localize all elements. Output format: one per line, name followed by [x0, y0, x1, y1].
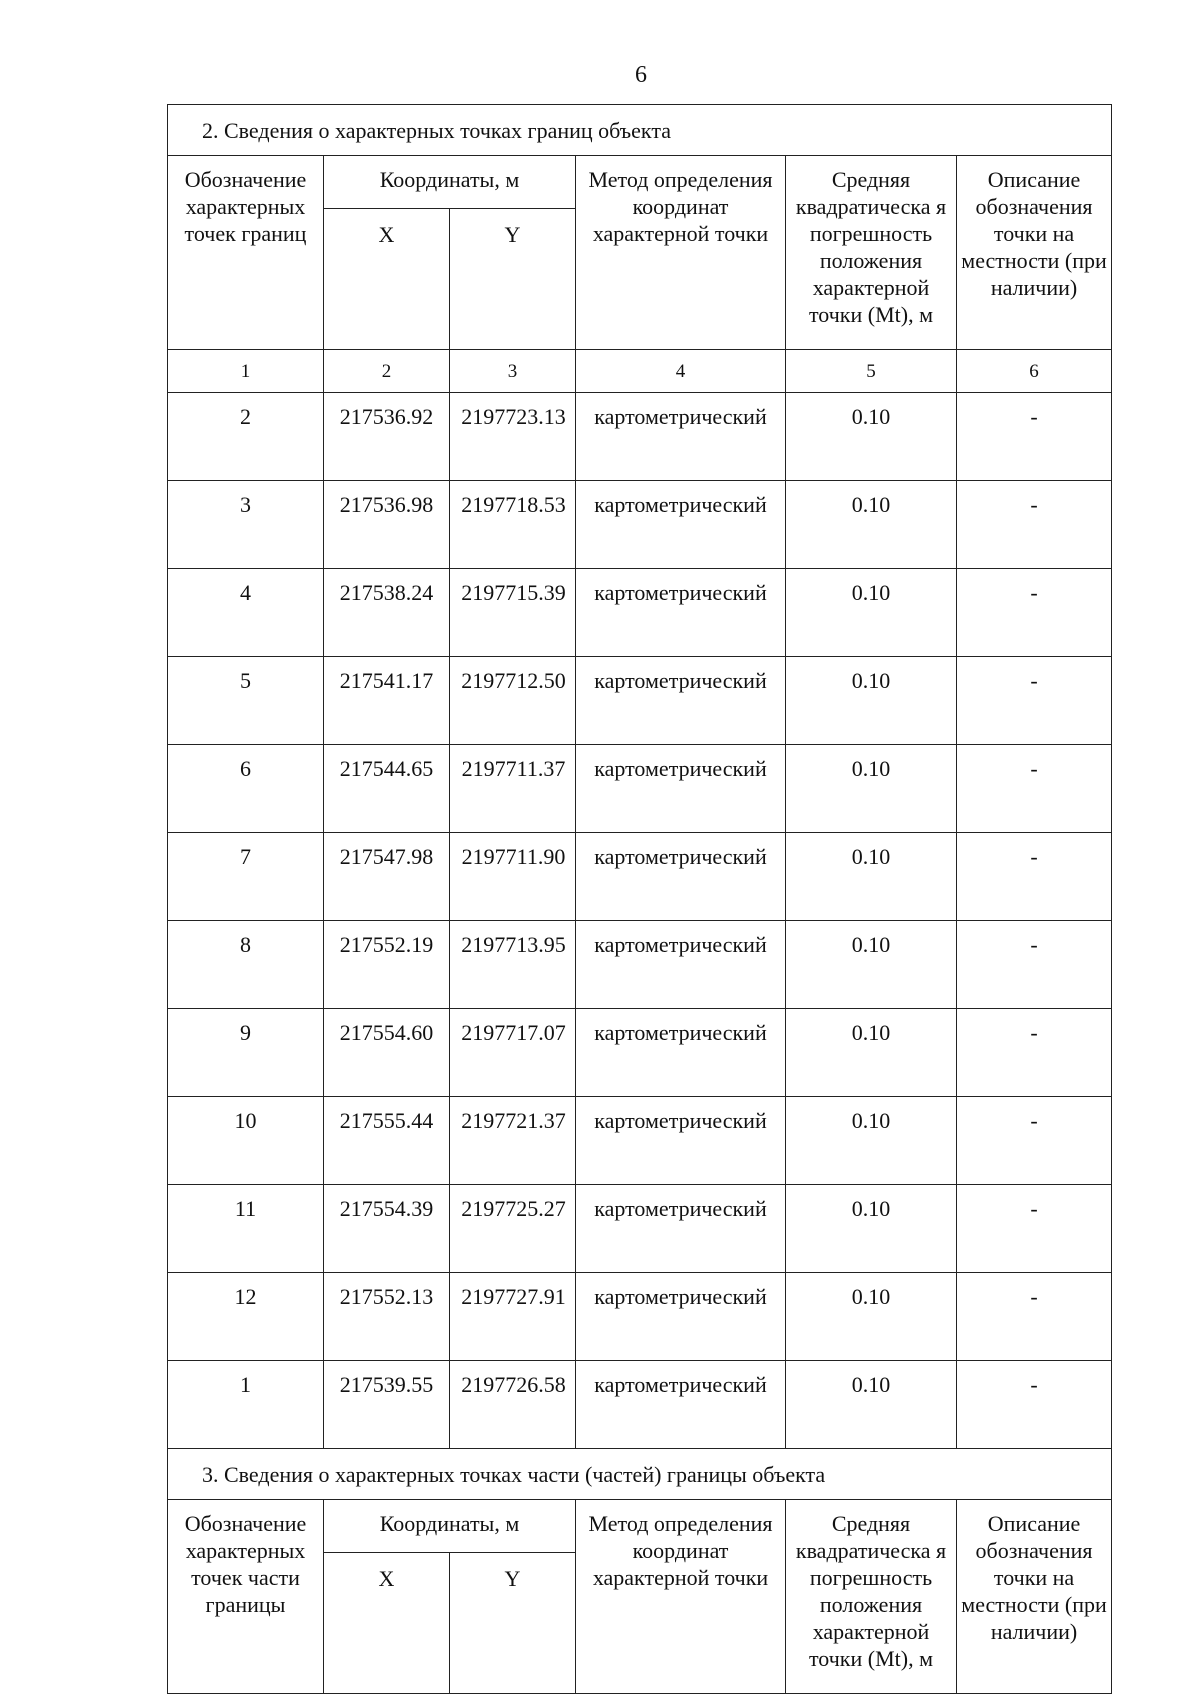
point-cell: 12	[168, 1273, 324, 1361]
x-cell: 217536.98	[324, 481, 450, 569]
description-cell: -	[957, 657, 1112, 745]
column-number-row	[168, 350, 1112, 393]
x-cell: 217539.55	[324, 1361, 450, 1449]
description-cell: -	[957, 1361, 1112, 1449]
y-cell: 2197713.95	[450, 921, 576, 1009]
table-row	[168, 833, 1112, 921]
method-cell: картометрический	[576, 393, 786, 481]
table-row	[168, 1273, 1112, 1361]
error-cell: 0.10	[786, 921, 957, 1009]
error-cell: 0.10	[786, 393, 957, 481]
column-number: 1	[168, 350, 324, 393]
section2-title-row	[168, 105, 1112, 156]
x-cell: 217547.98	[324, 833, 450, 921]
description-header: Описание обозначения точки на местности (при наличии)	[957, 156, 1112, 350]
y-cell: 2197711.37	[450, 745, 576, 833]
y-cell: 2197718.53	[450, 481, 576, 569]
x-header: X	[324, 209, 450, 350]
y-cell: 2197725.27	[450, 1185, 576, 1273]
y-cell: 2197723.13	[450, 393, 576, 481]
coords-header: Координаты, м	[324, 1500, 576, 1553]
point-cell: 8	[168, 921, 324, 1009]
method-cell: картометрический	[576, 1097, 786, 1185]
table-row	[168, 745, 1112, 833]
boundary-points-table	[167, 104, 1112, 1694]
table-row	[168, 1185, 1112, 1273]
error-cell: 0.10	[786, 1009, 957, 1097]
method-cell: картометрический	[576, 921, 786, 1009]
point-cell: 3	[168, 481, 324, 569]
section2-header-row	[168, 156, 1112, 209]
error-cell: 0.10	[786, 1361, 957, 1449]
description-cell: -	[957, 393, 1112, 481]
method-cell: картометрический	[576, 1361, 786, 1449]
x-cell: 217536.92	[324, 393, 450, 481]
method-cell: картометрический	[576, 745, 786, 833]
y-cell: 2197726.58	[450, 1361, 576, 1449]
x-header: X	[324, 1553, 450, 1694]
method-cell: картометрический	[576, 1009, 786, 1097]
description-cell: -	[957, 481, 1112, 569]
description-cell: -	[957, 921, 1112, 1009]
y-cell: 2197711.90	[450, 833, 576, 921]
error-cell: 0.10	[786, 833, 957, 921]
table-row	[168, 657, 1112, 745]
column-number: 5	[786, 350, 957, 393]
table-row	[168, 1097, 1112, 1185]
x-cell: 217538.24	[324, 569, 450, 657]
x-cell: 217554.60	[324, 1009, 450, 1097]
description-cell: -	[957, 569, 1112, 657]
x-cell: 217544.65	[324, 745, 450, 833]
table-row	[168, 921, 1112, 1009]
point-cell: 2	[168, 393, 324, 481]
x-cell: 217541.17	[324, 657, 450, 745]
description-cell: -	[957, 1273, 1112, 1361]
x-cell: 217555.44	[324, 1097, 450, 1185]
column-number: 4	[576, 350, 786, 393]
point-label-header: Обозначение характерных точек границ	[168, 156, 324, 350]
table-row	[168, 481, 1112, 569]
column-number: 2	[324, 350, 450, 393]
page-number: 6	[635, 62, 647, 88]
description-cell: -	[957, 833, 1112, 921]
method-cell: картометрический	[576, 833, 786, 921]
error-cell: 0.10	[786, 1185, 957, 1273]
section3-header-row	[168, 1500, 1112, 1553]
error-cell: 0.10	[786, 481, 957, 569]
method-cell: картометрический	[576, 569, 786, 657]
section3-title: 3. Сведения о характерных точках части (частей) границы объекта	[168, 1449, 1112, 1500]
point-cell: 5	[168, 657, 324, 745]
section2-title: 2. Сведения о характерных точках границ объекта	[168, 105, 1112, 156]
table-row	[168, 1009, 1112, 1097]
method-header: Метод определения координат характерной точки	[576, 156, 786, 350]
table-row	[168, 569, 1112, 657]
error-cell: 0.10	[786, 657, 957, 745]
y-cell: 2197715.39	[450, 569, 576, 657]
point-cell: 11	[168, 1185, 324, 1273]
x-cell: 217552.19	[324, 921, 450, 1009]
y-cell: 2197712.50	[450, 657, 576, 745]
description-header: Описание обозначения точки на местности (при наличии)	[957, 1500, 1112, 1694]
point-label-header: Обозначение характерных точек части границы	[168, 1500, 324, 1694]
method-cell: картометрический	[576, 657, 786, 745]
error-cell: 0.10	[786, 569, 957, 657]
description-cell: -	[957, 1097, 1112, 1185]
description-cell: -	[957, 1009, 1112, 1097]
column-number: 6	[957, 350, 1112, 393]
coords-header: Координаты, м	[324, 156, 576, 209]
y-header: Y	[450, 1553, 576, 1694]
y-cell: 2197721.37	[450, 1097, 576, 1185]
error-cell: 0.10	[786, 1097, 957, 1185]
error-cell: 0.10	[786, 745, 957, 833]
point-cell: 10	[168, 1097, 324, 1185]
error-header: Средняя квадратическа я погрешность положения характерной точки (Mt), м	[786, 156, 957, 350]
x-cell: 217552.13	[324, 1273, 450, 1361]
error-header: Средняя квадратическа я погрешность положения характерной точки (Mt), м	[786, 1500, 957, 1694]
method-cell: картометрический	[576, 481, 786, 569]
point-cell: 1	[168, 1361, 324, 1449]
table-row	[168, 393, 1112, 481]
table-row	[168, 1361, 1112, 1449]
section3-title-row	[168, 1449, 1112, 1500]
y-cell: 2197727.91	[450, 1273, 576, 1361]
method-cell: картометрический	[576, 1185, 786, 1273]
point-cell: 7	[168, 833, 324, 921]
y-cell: 2197717.07	[450, 1009, 576, 1097]
point-cell: 6	[168, 745, 324, 833]
y-header: Y	[450, 209, 576, 350]
method-header: Метод определения координат характерной точки	[576, 1500, 786, 1694]
x-cell: 217554.39	[324, 1185, 450, 1273]
point-cell: 9	[168, 1009, 324, 1097]
description-cell: -	[957, 745, 1112, 833]
method-cell: картометрический	[576, 1273, 786, 1361]
column-number: 3	[450, 350, 576, 393]
error-cell: 0.10	[786, 1273, 957, 1361]
point-cell: 4	[168, 569, 324, 657]
description-cell: -	[957, 1185, 1112, 1273]
